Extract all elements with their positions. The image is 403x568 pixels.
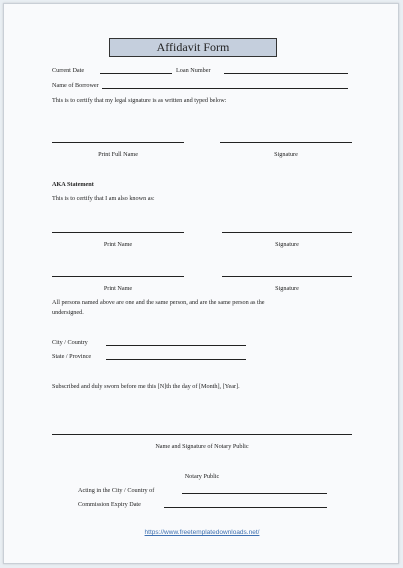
signature-field-3[interactable] [222, 276, 352, 277]
commission-expiry-field[interactable] [164, 507, 327, 508]
acting-city-country-field[interactable] [182, 493, 327, 494]
acting-city-country-label: Acting in the City / Country of [78, 487, 155, 494]
print-name-label-2: Print Name [103, 285, 133, 292]
loan-number-field[interactable] [224, 73, 348, 74]
signature-label-1: Signature [274, 151, 298, 158]
notary-signature-field[interactable] [52, 434, 352, 435]
current-date-label: Current Date [52, 67, 85, 74]
same-person-text-line-2: undersigned. [52, 309, 84, 316]
borrower-label: Name of Borrower [52, 82, 99, 89]
notary-signature-label: Name and Signature of Notary Public [155, 443, 249, 450]
current-date-field[interactable] [100, 73, 172, 74]
print-full-name-label: Print Full Name [98, 151, 138, 158]
form-title: Affidavit Form [109, 38, 277, 57]
commission-expiry-label: Commission Expiry Date [78, 501, 141, 508]
footer-website-link[interactable]: https://www.freetemplatedownloads.net/ [144, 529, 260, 536]
signature-label-3: Signature [275, 285, 299, 292]
state-province-field[interactable] [106, 359, 246, 360]
same-person-text-line-1: All persons named above are one and the same person, and are the same person as the [52, 299, 265, 306]
certify-signature-text: This is to certify that my legal signature is as written and typed below: [52, 97, 227, 104]
print-name-label-1: Print Name [103, 241, 133, 248]
loan-number-label: Loan Number [176, 67, 211, 74]
document-page [3, 3, 399, 564]
city-country-label: City / Country [52, 339, 88, 346]
aka-heading: AKA Statement [52, 181, 94, 188]
sworn-statement: Subscribed and duly sworn before me this [N]th the day of [Month], [Year]. [52, 383, 240, 390]
print-name-field-1[interactable] [52, 232, 184, 233]
aka-text: This is to certify that I am also known as: [52, 195, 155, 202]
notary-public-label: Notary Public [184, 473, 220, 480]
signature-field-2[interactable] [222, 232, 352, 233]
print-full-name-field[interactable] [52, 142, 184, 143]
print-name-field-2[interactable] [52, 276, 184, 277]
borrower-field[interactable] [102, 88, 348, 89]
signature-label-2: Signature [275, 241, 299, 248]
city-country-field[interactable] [106, 345, 246, 346]
signature-field-1[interactable] [220, 142, 352, 143]
state-province-label: State / Province [52, 353, 92, 360]
